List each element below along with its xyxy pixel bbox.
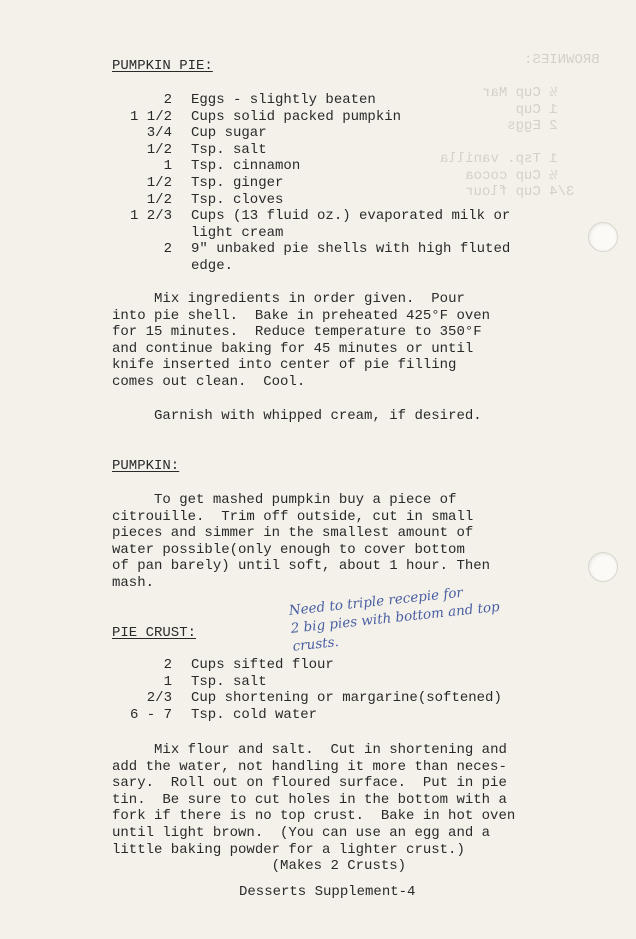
pumpkin-pie-heading: PUMPKIN PIE:	[112, 58, 213, 74]
ingredient-row	[112, 142, 551, 159]
ingredient-row	[112, 125, 551, 142]
ingredient-qty: 6 - 7	[129, 706, 172, 723]
ingredient-qty: 2	[163, 657, 172, 673]
ingredient-row	[112, 674, 611, 691]
ingredient-row	[112, 690, 611, 707]
ingredient-text: Tsp. ginger	[191, 174, 284, 191]
ingredient-text: Tsp. salt	[191, 673, 267, 690]
ingredient-qty: 1/2	[146, 191, 172, 208]
ingredient-text: Cup sugar	[191, 125, 267, 142]
page-footer: Desserts Supplement-4	[239, 884, 416, 900]
pumpkin-pie-directions: Mix ingredients in order given. Pour into pie shell. Bake in preheated 425°F oven for 15 minutes. Reduce temperature to 350°F and continue baking for 45 minutes or until knife inserted into center of pie filling comes out clean. Cool.	[112, 291, 491, 390]
ingredient-qty: 3/4	[146, 125, 172, 142]
pie-crust-directions: Mix flour and salt. Cut in shortening and add the water, not handling it more than neces- sary. Roll out on floured surface. Put in pie tin. Be sure to cut holes in the bottom with a fork if there is no top crust. Bake in hot oven until light brown. (You can use an egg and a little baking powder for a lighter crust.) (Makes 2 Crusts)	[112, 742, 516, 875]
pumpkin-instructions: To get mashed pumpkin buy a piece of citrouille. Trim off outside, cut in small pieces and simmer in the smallest amount of water possible(only enough to cover bottom of pan barely) until soft, about 1 hour. Then mash.	[112, 492, 491, 591]
ingredient-qty: 1	[163, 158, 172, 175]
ingredient-qty: 2	[163, 241, 172, 258]
ingredient-qty: 1/2	[146, 141, 172, 158]
ingredient-qty: 1/2	[146, 174, 172, 191]
ingredient-row	[112, 175, 551, 192]
pie-crust-ingredients	[112, 657, 611, 723]
ingredient-row	[112, 657, 611, 674]
ingredient-qty: 1	[163, 673, 172, 690]
ingredient-text: Cups (13 fluid oz.) evaporated milk or light cream	[191, 208, 511, 241]
bleed-through-text: BROWNIES: ½ Cup Mar 1 Cup 2 Eggs 1 Tsp. vanilla ½ Cup cocoa 3/4 Cup flour	[440, 52, 600, 200]
ingredient-text: 9" unbaked pie shells with high fluted edge.	[191, 241, 511, 274]
pumpkin-pie-garnish: Garnish with whipped cream, if desired.	[112, 408, 482, 424]
ingredient-row	[112, 707, 611, 724]
ingredient-row	[112, 208, 551, 241]
ingredient-qty: 2	[163, 92, 172, 108]
ingredient-text: Tsp. cloves	[191, 191, 284, 208]
ingredient-qty: 2/3	[146, 690, 172, 707]
ingredient-row	[112, 192, 551, 209]
pie-crust-heading: PIE CRUST:	[112, 625, 197, 641]
ingredient-qty: 1 1/2	[129, 108, 172, 125]
ingredient-text: Cups solid packed pumpkin	[191, 108, 402, 125]
ingredient-qty: 1 2/3	[129, 208, 172, 225]
ingredient-row	[112, 241, 551, 274]
pumpkin-heading: PUMPKIN:	[112, 458, 180, 474]
handwritten-note: Need to triple recepie for 2 big pies with bottom and top crusts.	[288, 584, 501, 655]
ingredient-text: Cup shortening or margarine(softened)	[191, 690, 502, 707]
ingredient-row	[112, 158, 551, 175]
ingredient-row	[112, 92, 551, 109]
ingredient-text: Tsp. cinnamon	[191, 158, 301, 175]
ingredient-text: Tsp. cold water	[191, 706, 318, 723]
ingredient-row	[112, 109, 551, 126]
punch-hole-top	[588, 222, 618, 252]
pumpkin-pie-ingredients	[112, 92, 551, 275]
ingredient-text: Eggs - slightly beaten	[191, 92, 376, 108]
ingredient-text: Tsp. salt	[191, 141, 267, 158]
ingredient-text: Cups sifted flour	[191, 657, 334, 673]
